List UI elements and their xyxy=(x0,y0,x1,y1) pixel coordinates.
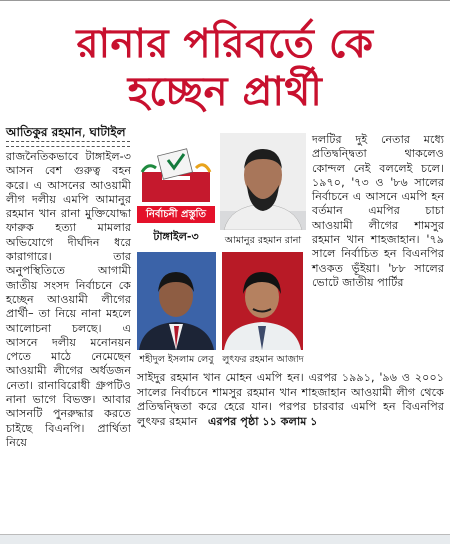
headline-line-2: হচ্ছেন প্রার্থী xyxy=(127,69,323,115)
caption-azad: লুৎফর রহমান আজাদ xyxy=(222,354,304,365)
headline-line-1: রানার পরিবর্তে কে xyxy=(76,21,374,67)
byline-separator: , xyxy=(81,125,90,139)
byline-rule-top xyxy=(6,141,130,142)
caption-rana: আমানুর রহমান রানা xyxy=(224,235,302,246)
article-jump-link[interactable]: এরপর পৃষ্ঠা ১১ কলাম ১ xyxy=(208,414,318,428)
article-bottom-text xyxy=(137,371,444,429)
article-column-2-text: দলটির দুই নেতার মধ্যে প্রতিদ্বন্দ্বিতা থাকলেও কোন্দল নেই বললেই চলে। ১৯৭০, '৭৩ ও '৮৬ সালের নির্বাচনে এ আসনে এমপি হন বর্তমান এমপির চাচা আওয়ামী লীগের শামসুর রহমান খান শাহজাহান। '৭৯ সালে নির্বাচিত হন বিএনপির শওকত ভূঁইয়া। '৮৮ সালের ভোটে জাতীয় পার্টির xyxy=(312,133,444,289)
caption-lebu: শহীদুল ইসলাম লেবু xyxy=(139,354,214,365)
article-bottom-body: সাইদুর রহমান খান মোহন এমপি হন। এরপর ১৯৯১, '৯৬ ও ২০০১ সালের নির্বাচনে শামসুর রহমান খান শাহজাহান আওয়ামী লীগ থেকে প্রতিদ্বন্দ্বিতা করে হেরে যান। পরপর চারবার এমপি হন বিএনপির লুৎফর রহমান xyxy=(137,371,444,428)
article-column-1 xyxy=(6,150,131,450)
byline-rule-bottom xyxy=(6,146,130,147)
byline-author: আতিকুর রহমান xyxy=(6,125,82,139)
photo-azad xyxy=(222,252,303,350)
article-column-1-text: রাজনৈতিকভাবে টাঙ্গাইল-৩ আসন বেশ গুরুত্ব বহন করে। এ আসনের আওয়ামী লীগ দলীয় এমপি আমানুর রহমান খান রানা মুক্তিযোদ্ধা ফারুক হত্যা মামলার অভিযোগে দীর্ঘদিন ধরে কারাগারে। তার অনুপস্থিতিতে আগামী জাতীয় সংসদ নির্বাচনে কে হচ্ছেন আওয়ামী লীগের প্রার্থী– তা নিয়ে নানা মহলে আলোচনা চলছে। এ আসনে দলীয় মনোনয়ন পেতে মাঠে নেমেছেন আওয়ামী লীগের অর্ধডজন নেতা। রানাবিরোধী গ্রুপটিও নানা ভাগে বিভক্ত। আবার আসনটি পুনরুদ্ধার করতে চাইছে বিএনপি। প্রার্থিতা নিয়ে xyxy=(6,150,131,449)
byline-location: ঘাটাইল xyxy=(89,125,126,139)
photo-lebu xyxy=(137,252,216,350)
page-top-rule xyxy=(0,0,450,7)
badge-district: টাঙ্গাইল-৩ xyxy=(153,230,199,243)
photo-rana xyxy=(220,133,306,230)
article-column-2 xyxy=(312,133,444,290)
election-logo xyxy=(138,146,214,204)
badge-label: নির্বাচনী প্রস্তুতি xyxy=(137,206,215,223)
